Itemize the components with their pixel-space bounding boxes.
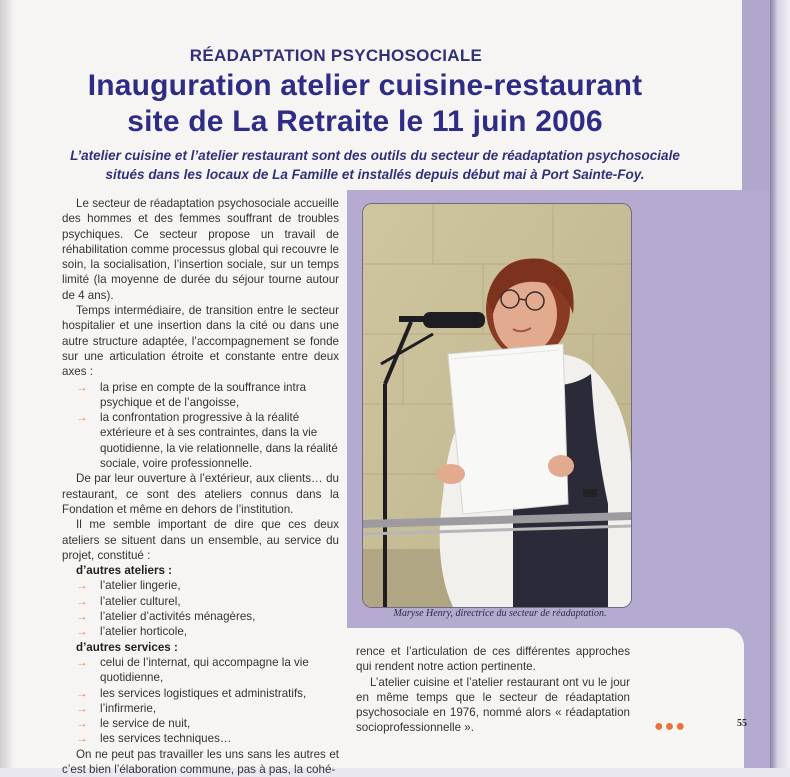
lead-line-1: L’atelier cuisine et l’atelier restaurant sont des outils du secteur de réadaptation psychosociale bbox=[70, 148, 680, 163]
right-text-column bbox=[356, 644, 630, 736]
speaker-photo bbox=[362, 203, 632, 608]
article-header bbox=[20, 44, 710, 140]
decorative-dots-icon: ●●● bbox=[654, 718, 686, 735]
service-list-item: → le service de nuit, bbox=[62, 716, 339, 731]
service-list-item: → celui de l’internat, qui accompagne la vie quotidienne, bbox=[62, 655, 339, 686]
service-list-item: → l’infirmerie, bbox=[62, 701, 339, 716]
axis-item: → la confrontation progressive à la réalité extérieure et à ses contraintes, dans la vie quotidienne, la vie relationnelle, dans la réalité sociale, voire professionnelle. bbox=[62, 410, 339, 471]
paragraph: Le secteur de réadaptation psychosociale accueille des hommes et des femmes souffrant de troubles psychiques. Ce secteur propose un travail de réhabilitation comme processus global qui recouvre le soin, la socialisation, l’insertion sociale, sur un temps limité (la moyenne de durée du séjour tourne autour de 4 ans). bbox=[62, 197, 339, 302]
axis-item: → la prise en compte de la souffrance intra psychique et de l’angoisse, bbox=[62, 380, 339, 411]
atelier-list-item: → l’atelier horticole, bbox=[62, 624, 339, 639]
lead-line-2: situés dans les locaux de La Famille et installés depuis début mai à Port Sainte-Foy. bbox=[105, 167, 645, 182]
page-binding-shadow bbox=[0, 0, 16, 768]
article-lead bbox=[30, 146, 720, 184]
left-text-column bbox=[62, 196, 339, 777]
page-number: 55 bbox=[737, 718, 747, 729]
article-title-line-2: site de La Retraite le 11 juin 2006 bbox=[127, 105, 603, 138]
ateliers-heading: d’autres ateliers : bbox=[76, 564, 173, 578]
article-title-line-1: Inauguration atelier cuisine-restaurant bbox=[87, 69, 643, 102]
paragraph: rence et l’articulation de ces différentes approches qui rendent notre action pertinente. bbox=[356, 645, 630, 674]
paragraph: Temps intermédiaire, de transition entre le secteur hospitalier et une insertion dans la cité ou dans une autre structure adaptée, l’accompagnement se fonde sur une articulation étroite et constante entre deux axes : bbox=[62, 304, 339, 379]
speaker-photo-image bbox=[363, 204, 631, 607]
service-list-item: → les services logistiques et administratifs, bbox=[62, 686, 339, 701]
service-list-item: → les services techniques… bbox=[62, 731, 339, 746]
paragraph: De par leur ouverture à l’extérieur, aux clients… du restaurant, ce sont des ateliers connus dans la Fondation et même en dehors de l’institution. bbox=[62, 472, 339, 516]
page-gutter bbox=[770, 0, 790, 768]
atelier-list-item: → l’atelier d’activités ménagères, bbox=[62, 609, 339, 624]
photo-caption: Maryse Henry, directrice du secteur de réadaptation. bbox=[393, 608, 607, 619]
services-heading: d’autres services : bbox=[76, 640, 178, 654]
paragraph: L’atelier cuisine et l’atelier restaurant ont vu le jour en même temps que le secteur de réadaptation psychosociale en 1976, nommé alors « réadaptation socioprofessionnelle ». bbox=[356, 675, 630, 735]
atelier-list-item: → l’atelier lingerie, bbox=[62, 578, 339, 593]
paragraph: Il me semble important de dire que ces deux ateliers se situent dans un ensemble, au service du projet, constitué : bbox=[62, 518, 339, 562]
section-tag: RÉADAPTATION PSYCHOSOCIALE bbox=[189, 46, 483, 65]
article-title bbox=[20, 68, 710, 140]
paragraph: On ne peut pas travailler les uns sans les autres et c’est bien l’élaboration commune, pas à pas, la cohé- bbox=[62, 747, 339, 776]
atelier-list-item: → l’atelier culturel, bbox=[62, 594, 339, 609]
